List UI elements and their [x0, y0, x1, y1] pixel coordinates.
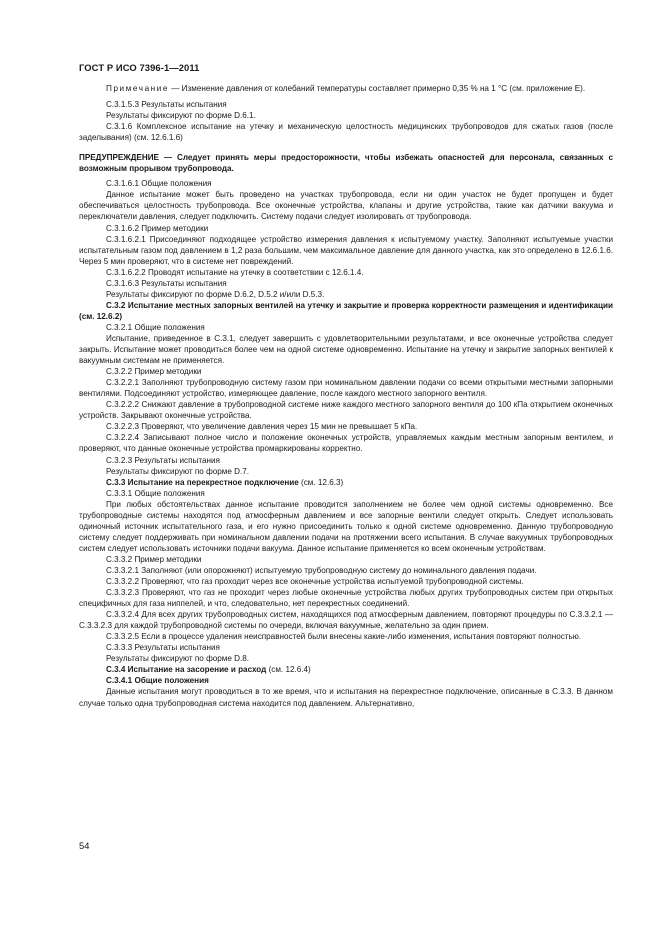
document-header: ГОСТ Р ИСО 7396-1—2011 — [79, 62, 200, 73]
body-paragraph: При любых обстоятельствах данное испытание проводится заполнением не более чем одной системы одновременно. Все трубопроводные системы находятся под атмосферным давлением и все запорные вентили следует открыть. Следует использовать одиночный источник испытательного газа, и его нужно присоединить только к одной системе одновременно. Данную трубопроводную систему следует поддерживать при номинальном давлении подачи на протяжении всего испытания. В случае вакуумных трубопроводных систем следует использовать источники подачи вакуума. Данное испытание применяется ко всем оконечным устройствам. — [79, 499, 613, 553]
section-heading-bold-part: С.3.3 Испытание на перекрестное подключение — [106, 477, 299, 487]
body-paragraph: Данные испытания могут проводиться в то же время, что и испытания на перекрестное подключение, описанные в С.3.3. В данном случае только одна трубопроводная система находится под давлением. Альтернативно, — [79, 687, 613, 708]
warning-paragraph: ПРЕДУПРЕЖДЕНИЕ — Следует принять меры предосторожности, чтобы избежать опасностей для персонала, связанных с возможным прорывом трубопровода. — [79, 153, 613, 174]
section-heading: С.3.3.2 Пример методики — [106, 554, 202, 564]
section-heading-ref: (см. 12.6.3) — [298, 477, 344, 487]
document-body — [79, 83, 613, 709]
body-paragraph: С.3.2.2.1 Заполняют трубопроводную систему газом при номинальном давлении подачи со всеми открытыми местными запорными вентилями. Подсоединяют устройство, измеряющее давление, после каждого местного запорного вентиля. — [79, 378, 613, 399]
note-label: Примечание — [106, 84, 170, 93]
page-number: 54 — [79, 840, 90, 851]
body-paragraph: С.3.2.2.4 Записывают полное число и положение оконечных устройств, управляемых каждым местным запорным вентилем, и проверяют, что данные оконечные устройства промаркированы корректно. — [79, 433, 613, 454]
section-heading-mixed — [79, 477, 613, 488]
section-heading: С.3.1.6 Комплексное испытание на утечку и механическую целостность медицинских трубопроводов для сжатых газов (после заделывания) (см. 12.6.1.6) — [79, 122, 613, 143]
body-paragraph: С.3.2.2.2 Снижают давление в трубопроводной системе ниже каждого местного запорного вентиля до 100 кПа открытием оконечных устройств. Закрывают оконечные устройства. — [79, 400, 613, 421]
body-paragraph: Испытание, приведенное в С.3.1, следует завершить с удовлетворительными результатами, и все оконечные устройства следует закрыть. Испытание может проводиться более чем на одной системе одновременно. Испытание на утечку и закрытие запорных вентилей к вакуумным системам не применяется. — [79, 333, 613, 366]
body-paragraph: С.3.3.2.1 Заполняют (или опорожняют) испытуемую трубопроводную систему до номинального давления подачи. — [106, 565, 537, 575]
section-heading: С.3.2.1 Общие положения — [106, 322, 205, 332]
section-heading: С.3.3.3 Результаты испытания — [106, 643, 220, 653]
body-paragraph: Данное испытание может быть проведено на участках трубопровода, если ни один участок не будет пропущен и будет обеспечиваться целостность трубопровода. Все оконечные устройства, клапаны и другие устройства, такие как датчики вакуума и переключатели давления, следует подключить. Систему подачи следует изолировать от трубопровода. — [79, 190, 613, 222]
body-paragraph: Результаты фиксируют по форме D.6.2, D.5.2 и/или D.5.3. — [106, 289, 325, 299]
section-heading: С.3.1.5.3 Результаты испытания — [106, 100, 227, 110]
body-paragraph: Результаты фиксируют по форме D.8. — [106, 654, 250, 664]
note-text: — Изменение давления от колебаний температуры составляет примерно 0,35 % на 1 °С (см. приложение Е). — [169, 84, 586, 93]
body-paragraph: С.3.3.2.4 Для всех других трубопроводных систем, находящихся под атмосферным давлением, повторяют процедуры по С.3.3.2.1 — С.3.3.2.3 для каждой трубопроводной системы по очереди, включая вакуумные, желательно за один прием. — [79, 610, 613, 631]
section-heading-bold-part: С.3.4 Испытание на засорение и расход — [106, 665, 267, 675]
section-heading: С.3.2.3 Результаты испытания — [106, 455, 220, 465]
body-paragraph: Результаты фиксируют по форме D.7. — [106, 466, 250, 476]
note-paragraph — [79, 83, 613, 94]
section-heading: С.3.2.2 Пример методики — [106, 367, 202, 377]
section-heading: С.3.1.6.1 Общие положения — [106, 179, 212, 189]
section-heading-bold: С.3.2 Испытание местных запорных вентилей на утечку и закрытие и проверка корректности размещения и идентификации (см. 12.6.2) — [79, 300, 613, 321]
body-paragraph: С.3.3.2.2 Проверяют, что газ проходит через все оконечные устройства испытуемой трубопроводной системы. — [106, 577, 524, 587]
body-paragraph: С.3.2.2.3 Проверяют, что увеличение давления через 15 мин не превышает 5 кПа. — [106, 422, 418, 432]
section-heading: С.3.1.6.3 Результаты испытания — [106, 278, 227, 288]
section-heading: С.3.1.6.2 Пример методики — [106, 223, 209, 233]
body-paragraph: С.3.1.6.2.1 Присоединяют подходящее устройство измерения давления к испытуемому участку. Заполняют испытуемые участки испытательным газом под давлением в 1,2 раза большим, чем максимальное давление для данного участка, как это определено в 12.6.1.6. Через 5 мин проверяют, что в системе нет повреждений. — [79, 234, 613, 266]
body-paragraph: С.3.1.6.2.2 Проводят испытание на утечку в соответствии с 12.6.1.4. — [106, 267, 364, 277]
section-heading-bold: С.3.4.1 Общие положения — [106, 676, 209, 686]
section-heading: С.3.3.1 Общие положения — [106, 488, 205, 498]
body-paragraph: С.3.3.2.5 Если в процессе удаления неисправностей были внесены какие-либо изменения, испытания повторяют полностью. — [106, 632, 582, 642]
body-paragraph: Результаты фиксируют по форме D.6.1. — [106, 111, 256, 121]
section-heading-mixed — [79, 664, 613, 675]
body-paragraph: С.3.3.2.3 Проверяют, что газ не проходит через любые оконечные устройства любых других трубопроводных систем при открытых специфичных для газа ниппелей, и что, следовательно, нет перекрестных соединений. — [79, 588, 613, 609]
section-heading-ref: (см. 12.6.4) — [266, 665, 311, 675]
